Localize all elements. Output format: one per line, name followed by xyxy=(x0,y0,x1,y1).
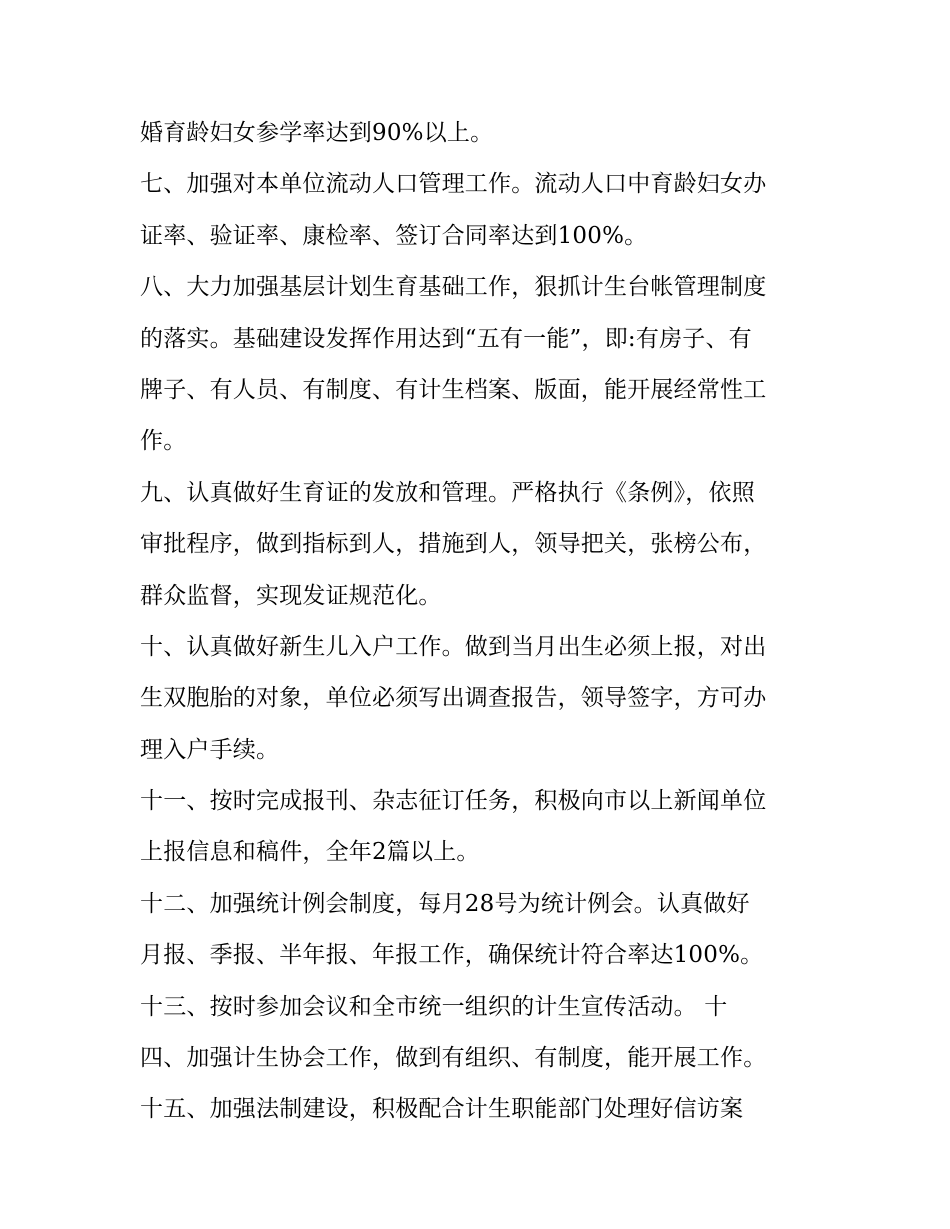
document-body xyxy=(140,108,820,1136)
text-line: 生双胞胎的对象，单位必须写出调查报告，领导签字，方可办 xyxy=(140,685,767,712)
text-line: 十、认真做好新生儿入户工作。做到当月出生必须上报，对出 xyxy=(140,633,767,660)
text-line: 上报信息和稿件，全年2篇以上。 xyxy=(140,839,480,866)
text-line: 审批程序，做到指标到人，措施到人，领导把关，张榜公布， xyxy=(140,531,767,558)
text-line: 作。 xyxy=(140,428,187,455)
text-line: 十三、按时参加会议和全市统一组织的计生宣传活动。 十 xyxy=(140,993,728,1020)
text-line: 婚育龄妇女参学率达到90%以上。 xyxy=(140,120,494,146)
text-line: 月报、季报、半年报、年报工作，确保统计符合率达100%。 xyxy=(140,942,764,969)
text-line: 证率、验证率、康检率、签订合同率达到100%。 xyxy=(140,222,648,249)
text-line: 四、加强计生协会工作，做到有组织、有制度，能开展工作。 xyxy=(140,1045,767,1072)
text-line: 的落实。基础建设发挥作用达到“五有一能”，即:有房子、有 xyxy=(140,325,752,352)
text-line: 十二、加强统计例会制度，每月28号为统计例会。认真做好 xyxy=(140,890,750,917)
text-line: 十一、按时完成报刊、杂志征订任务，积极向市以上新闻单位 xyxy=(140,788,767,815)
text-line: 八、大力加强基层计划生育基础工作，狠抓计生台帐管理制度 xyxy=(140,274,767,301)
text-line: 理入户手续。 xyxy=(140,736,280,763)
text-line: 牌子、有人员、有制度、有计生档案、版面，能开展经常性工 xyxy=(140,376,767,403)
text-line: 群众监督，实现发证规范化。 xyxy=(140,582,442,609)
text-line: 九、认真做好生育证的发放和管理。严格执行《条例》，依照 xyxy=(140,479,755,506)
text-line: 七、加强对本单位流动人口管理工作。流动人口中育龄妇女办 xyxy=(140,171,767,198)
text-line: 十五、加强法制建设，积极配合计生职能部门处理好信访案 xyxy=(140,1096,744,1123)
